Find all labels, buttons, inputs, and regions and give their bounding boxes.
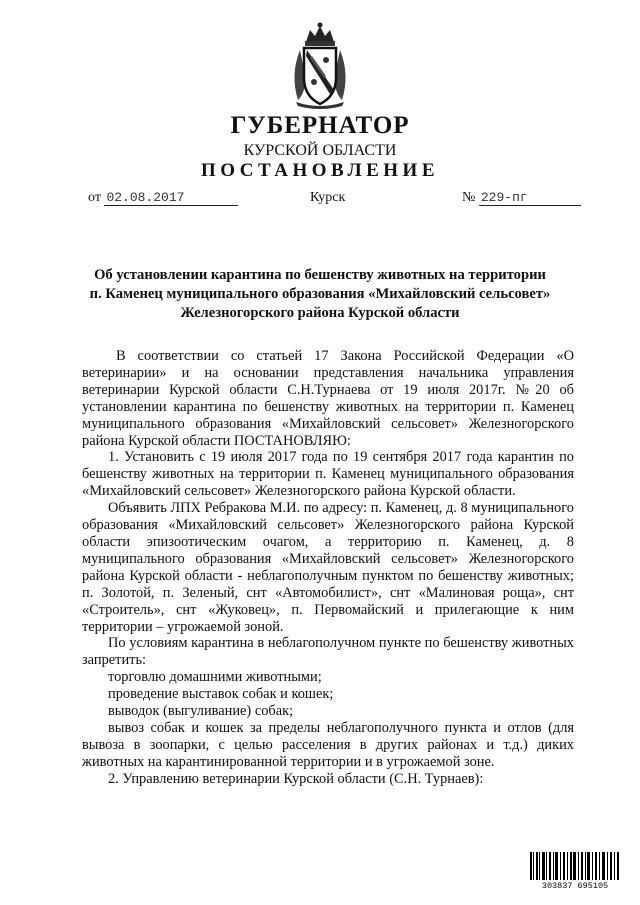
body-paragraph: В соответствии со статьей 17 Закона Российской Федерации «О ветеринарии» и на основании представления начальника управления ветеринарии Курской области С.Н.Турнаева от 19 июля 2017г. №20 об установлении карантина по бешенству животных на территории п. Каменец муниципального образования «Михайловский сельсовет» Железногорского района Курской области ПОСТАНОВЛЯЮ:: [82, 348, 574, 449]
list-item: проведение выставок собак и кошек;: [108, 686, 334, 703]
governor-heading: ГУБЕРНАТОР: [230, 112, 410, 139]
region-heading: КУРСКОЙ ОБЛАСТИ: [243, 142, 397, 159]
title-line: Об установлении карантина по бешенству животных на территории: [94, 267, 546, 283]
date-value: 02.08.2017: [104, 190, 238, 206]
body-paragraph: вывоз собак и кошек за пределы неблагополучного пункта и отлов (для вывоза в зоопарки, с целью расселения в других районах и т.д.) диких животных на карантинированной территории и в угрожаемой зоне.: [82, 719, 574, 770]
number-prefix: №: [462, 190, 476, 205]
title-line: Железногорского района Курской области: [180, 305, 460, 321]
body-paragraph: По условиям карантина в неблагополучном пункте по бешенству животных запретить:: [82, 635, 574, 669]
document-title: [70, 266, 570, 323]
body-paragraph: 1. Установить с 19 июля 2017 года по 19 сентября 2017 года карантин по бешенству животных на территории п. Каменец муниципального образования «Михайловский сельсовет» Железногорского района Курской области.: [82, 449, 574, 500]
date-prefix: от: [88, 190, 101, 205]
list-item: торговлю домашними животными;: [108, 669, 322, 686]
document-number: [462, 190, 581, 206]
barcode-number: 303837 695105: [530, 880, 620, 892]
title-line: п. Каменец муниципального образования «Михайловский сельсовет»: [89, 286, 551, 302]
body-paragraph: 2. Управлению ветеринарии Курской области (С.Н. Турнаев):: [108, 770, 484, 787]
number-value: 229-пг: [479, 190, 581, 206]
coat-of-arms-emblem: [286, 20, 354, 110]
list-item: выводок (выгуливание) собак;: [108, 703, 294, 720]
document-city: Курск: [310, 190, 346, 205]
document-body: [82, 348, 574, 788]
decree-heading: ПОСТАНОВЛЕНИЕ: [200, 160, 440, 181]
body-paragraph: Объявить ЛПХ Ребракова М.И. по адресу: п. Каменец, д. 8 муниципального образования «Михайловский сельсовет» Железногорского района Курской области эпизоотическим очагом, а территорию п. Каменец, д. 8 муниципального образования «Михайловский сельсовет» Железногорского района Курской области - неблагополучным пунктом по бешенству животных; п. Золотой, п. Зеленый, снт «Автомобилист», снт «Малиновая роща», снт «Строитель», снт «Жуковец», п. Первомайский и прилегающие к ним территории – угрожаемой зоной.: [82, 500, 574, 635]
document-date: [88, 190, 238, 206]
